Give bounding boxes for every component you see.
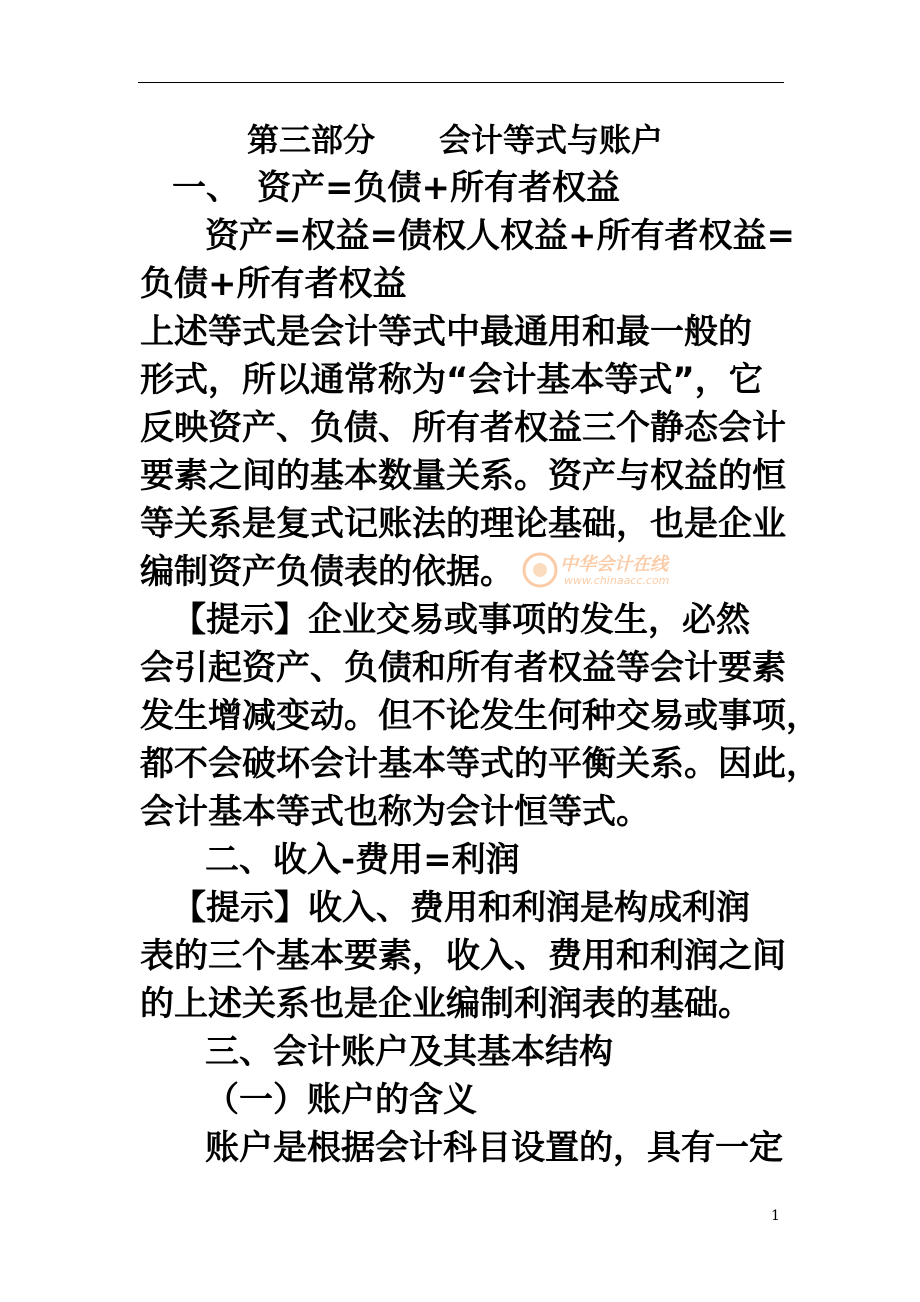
paragraph-line: 形式，所以通常称为“会计基本等式”，它: [140, 360, 763, 400]
header-rule: [138, 82, 784, 83]
heading-1: 一、 资产=负债+所有者权益: [172, 168, 620, 208]
section-title: 第三部分 会计等式与账户: [247, 121, 664, 159]
watermark-text: 中华会计在线: [560, 554, 668, 575]
tip-paragraph-line: 【提示】企业交易或事项的发生，必然: [172, 600, 750, 640]
heading-2: 二、收入-费用=利润: [205, 840, 520, 880]
page-number: 1: [771, 1208, 780, 1224]
paragraph-line: 等关系是复式记账法的理论基础，也是企业: [140, 504, 786, 544]
heading-3: 三、会计账户及其基本结构: [205, 1032, 613, 1072]
equation-line: 资产=权益=债权人权益+所有者权益=: [205, 216, 795, 256]
paragraph-line: 反映资产、负债、所有者权益三个静态会计: [140, 408, 786, 448]
paragraph-line: 上述等式是会计等式中最通用和最一般的: [140, 312, 752, 352]
paragraph-line: 发生增减变动。但不论发生何种交易或事项，: [140, 696, 820, 736]
paragraph-line: 会引起资产、负债和所有者权益等会计要素: [140, 648, 786, 688]
watermark-url: www.chinaacc.com: [564, 574, 670, 587]
paragraph-line: 都不会破坏会计基本等式的平衡关系。因此，: [140, 744, 820, 784]
paragraph-line: 会计基本等式也称为会计恒等式。: [140, 792, 650, 832]
watermark-logo: [518, 548, 670, 592]
paragraph-line: 账户是根据会计科目设置的，具有一定: [205, 1128, 783, 1168]
watermark-emblem-icon: [518, 548, 562, 592]
paragraph-line: 的上述关系也是企业编制利润表的基础。: [140, 984, 752, 1024]
paragraph-line: 要素之间的基本数量关系。资产与权益的恒: [140, 456, 786, 496]
subheading: （一）账户的含义: [205, 1080, 477, 1120]
paragraph-line: 表的三个基本要素，收入、费用和利润之间: [140, 936, 786, 976]
equation-line-cont: 负债+所有者权益: [140, 264, 407, 304]
paragraph-line: 编制资产负债表的依据。: [140, 552, 514, 592]
tip-paragraph-line: 【提示】收入、费用和利润是构成利润: [172, 888, 750, 928]
